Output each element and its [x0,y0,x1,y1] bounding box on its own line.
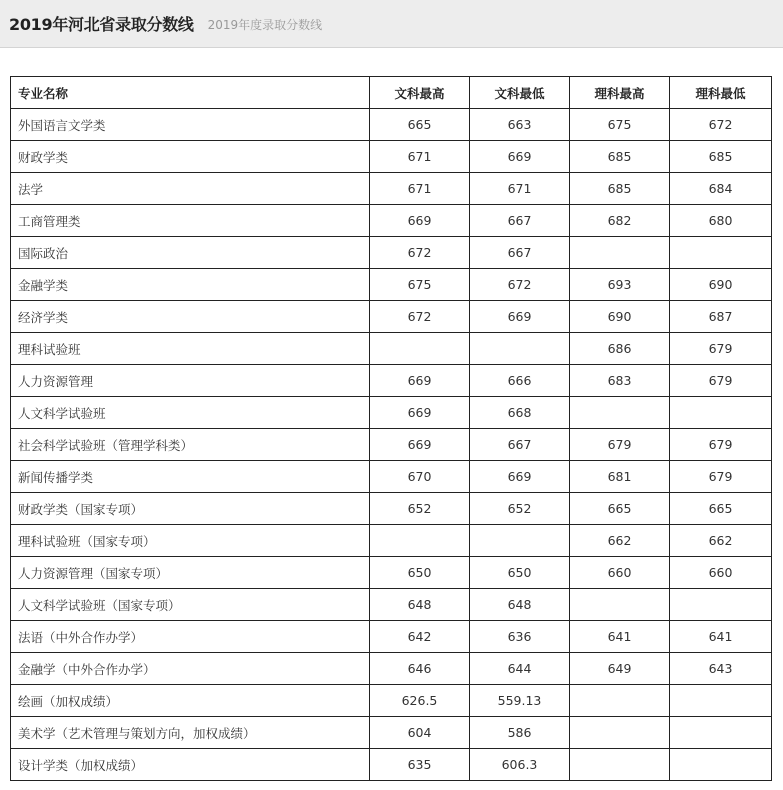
arts-max-cell: 671 [370,173,470,205]
science-max-cell: 665 [570,493,670,525]
table-row [11,237,772,269]
science-min-cell: 690 [670,269,772,301]
arts-max-cell: 648 [370,589,470,621]
arts-min-cell: 650 [470,557,570,589]
major-name-cell: 社会科学试验班（管理学科类） [11,429,370,461]
science-min-cell: 643 [670,653,772,685]
table-row [11,109,772,141]
arts-min-cell: 652 [470,493,570,525]
science-min-cell: 687 [670,301,772,333]
table-row [11,269,772,301]
table-row [11,461,772,493]
arts-min-cell: 606.3 [470,749,570,781]
table-row [11,333,772,365]
table-row [11,365,772,397]
arts-min-cell: 667 [470,237,570,269]
arts-max-cell: 650 [370,557,470,589]
science-max-cell: 681 [570,461,670,493]
major-name-cell: 理科试验班 [11,333,370,365]
arts-min-cell: 636 [470,621,570,653]
arts-max-cell: 670 [370,461,470,493]
science-min-cell: 679 [670,365,772,397]
science-max-cell [570,685,670,717]
major-name-cell: 人文科学试验班 [11,397,370,429]
page-subtitle: 2019年度录取分数线 [207,18,323,32]
science-min-cell: 660 [670,557,772,589]
arts-min-cell [470,333,570,365]
arts-max-cell: 669 [370,397,470,429]
science-max-cell [570,397,670,429]
science-min-cell [670,237,772,269]
arts-max-cell: 665 [370,109,470,141]
major-name-cell: 新闻传播学类 [11,461,370,493]
arts-min-cell: 666 [470,365,570,397]
science-max-cell [570,589,670,621]
arts-min-cell: 663 [470,109,570,141]
arts-max-cell: 646 [370,653,470,685]
science-min-cell [670,717,772,749]
major-name-cell: 绘画（加权成绩） [11,685,370,717]
major-name-cell: 美术学（艺术管理与策划方向，加权成绩） [11,717,370,749]
table-row [11,493,772,525]
table-row [11,557,772,589]
admission-scores-table [10,76,772,781]
arts-max-cell: 669 [370,429,470,461]
arts-min-cell [470,525,570,557]
arts-max-cell: 672 [370,301,470,333]
arts-min-cell: 559.13 [470,685,570,717]
major-name-cell: 人文科学试验班（国家专项） [11,589,370,621]
science-max-cell: 682 [570,205,670,237]
arts-max-cell: 652 [370,493,470,525]
page-header [0,0,783,48]
major-name-cell: 财政学类（国家专项） [11,493,370,525]
major-name-cell: 工商管理类 [11,205,370,237]
table-row [11,173,772,205]
table-row [11,653,772,685]
science-max-cell: 660 [570,557,670,589]
science-min-cell: 672 [670,109,772,141]
major-name-cell: 设计学类（加权成绩） [11,749,370,781]
column-header-science-max: 理科最高 [570,77,670,109]
science-max-cell: 662 [570,525,670,557]
arts-max-cell: 671 [370,141,470,173]
arts-max-cell: 626.5 [370,685,470,717]
table-row [11,301,772,333]
arts-min-cell: 669 [470,461,570,493]
table-row [11,141,772,173]
arts-min-cell: 668 [470,397,570,429]
major-name-cell: 国际政治 [11,237,370,269]
major-name-cell: 人力资源管理 [11,365,370,397]
page-title: 2019年河北省录取分数线 [9,15,194,34]
arts-min-cell: 671 [470,173,570,205]
major-name-cell: 经济学类 [11,301,370,333]
arts-min-cell: 669 [470,141,570,173]
science-max-cell: 683 [570,365,670,397]
arts-max-cell: 675 [370,269,470,301]
major-name-cell: 金融学（中外合作办学） [11,653,370,685]
table-row [11,397,772,429]
table-row [11,429,772,461]
science-max-cell: 679 [570,429,670,461]
arts-max-cell: 669 [370,205,470,237]
arts-max-cell: 604 [370,717,470,749]
major-name-cell: 金融学类 [11,269,370,301]
major-name-cell: 法语（中外合作办学） [11,621,370,653]
major-name-cell: 财政学类 [11,141,370,173]
science-min-cell: 641 [670,621,772,653]
science-min-cell [670,749,772,781]
science-max-cell: 641 [570,621,670,653]
science-max-cell [570,749,670,781]
major-name-cell: 外国语言文学类 [11,109,370,141]
arts-min-cell: 648 [470,589,570,621]
science-min-cell [670,589,772,621]
science-max-cell: 675 [570,109,670,141]
arts-max-cell: 642 [370,621,470,653]
arts-max-cell [370,525,470,557]
major-name-cell: 人力资源管理（国家专项） [11,557,370,589]
column-header-science-min: 理科最低 [670,77,772,109]
arts-min-cell: 644 [470,653,570,685]
arts-max-cell: 635 [370,749,470,781]
science-min-cell: 684 [670,173,772,205]
science-max-cell: 649 [570,653,670,685]
science-min-cell: 680 [670,205,772,237]
table-row [11,749,772,781]
science-min-cell: 679 [670,333,772,365]
science-min-cell [670,397,772,429]
science-max-cell: 686 [570,333,670,365]
column-header-arts-min: 文科最低 [470,77,570,109]
column-header-major: 专业名称 [11,77,370,109]
major-name-cell: 法学 [11,173,370,205]
science-min-cell: 679 [670,461,772,493]
science-max-cell [570,717,670,749]
arts-min-cell: 672 [470,269,570,301]
science-max-cell [570,237,670,269]
science-min-cell: 679 [670,429,772,461]
science-min-cell: 665 [670,493,772,525]
major-name-cell: 理科试验班（国家专项） [11,525,370,557]
science-max-cell: 690 [570,301,670,333]
science-min-cell [670,685,772,717]
column-header-arts-max: 文科最高 [370,77,470,109]
table-header-row [11,77,772,109]
arts-min-cell: 669 [470,301,570,333]
table-row [11,621,772,653]
science-max-cell: 693 [570,269,670,301]
table-row [11,685,772,717]
table-row [11,205,772,237]
science-max-cell: 685 [570,173,670,205]
arts-max-cell: 669 [370,365,470,397]
arts-max-cell: 672 [370,237,470,269]
arts-min-cell: 586 [470,717,570,749]
science-max-cell: 685 [570,141,670,173]
science-min-cell: 685 [670,141,772,173]
table-row [11,525,772,557]
arts-min-cell: 667 [470,429,570,461]
arts-min-cell: 667 [470,205,570,237]
arts-max-cell [370,333,470,365]
table-row [11,589,772,621]
science-min-cell: 662 [670,525,772,557]
table-row [11,717,772,749]
